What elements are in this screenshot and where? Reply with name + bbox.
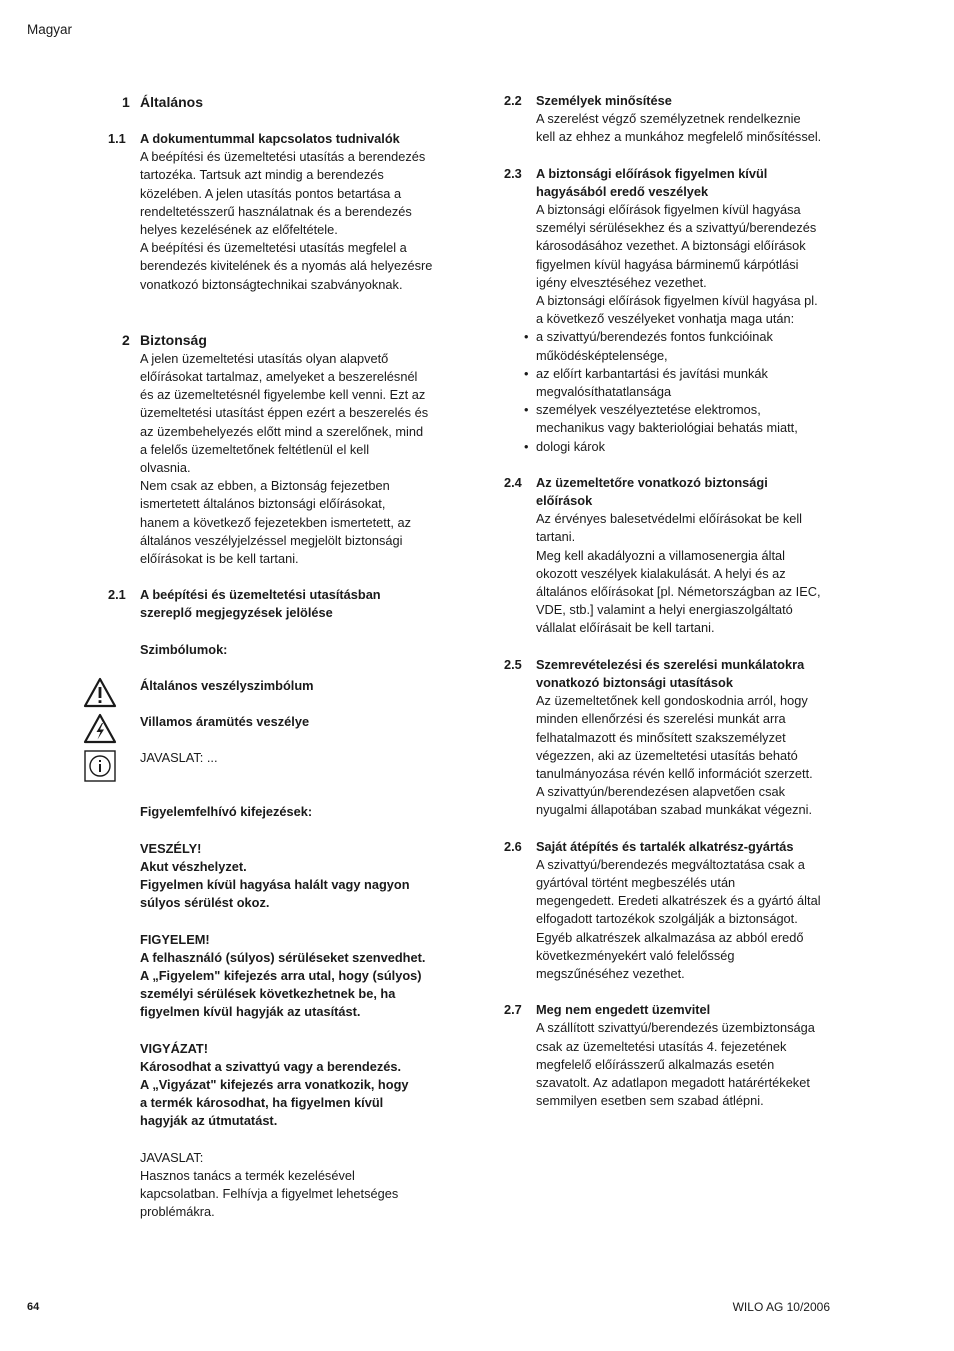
- text-line: üzemeltetési utasítást éppen ezért a beszerelés és: [140, 405, 429, 421]
- section-title: A biztonsági előírások figyelmen kívül: [536, 165, 768, 181]
- section-2-3: [504, 165, 840, 456]
- section-title: hagyásából eredő veszélyek: [536, 183, 709, 199]
- text-line: A jelen üzemeltetési utasítás olyan alapvető: [140, 350, 389, 366]
- text-line: VIGYÁZAT!: [140, 1040, 209, 1056]
- electric-hazard-icon: [83, 712, 117, 746]
- text-line: előírásokat tartalmaz, amelyeket a beszerelésnél: [140, 369, 418, 385]
- warning-triangle-icon: [83, 676, 117, 710]
- text-line: súlyos sérülést okoz.: [140, 895, 270, 911]
- section-title: Szemrevételezési és szerelési munkálatokra: [536, 656, 805, 672]
- text-line: következményekért való felelősség: [536, 947, 735, 963]
- text-line: a következő veszélyeket vonhatja maga után:: [536, 311, 795, 327]
- text-line: kell az ehhez a munkához megfelelő minősítéssel.: [536, 129, 822, 145]
- section-text: [140, 148, 448, 294]
- text-line: A szivattyú/berendezés megváltoztatása csak a: [536, 856, 805, 872]
- text-line: elfogadott tartozékok szolgálják a biztonságot.: [536, 911, 798, 927]
- text-line: szavatolt. Az adatlapon megadott határértékeket: [536, 1074, 810, 1090]
- section-number: 2: [122, 331, 130, 348]
- section-2-6: [504, 838, 840, 984]
- section-number: 2.5: [504, 656, 522, 672]
- section-2-7: [504, 1001, 840, 1110]
- danger-block: [140, 840, 448, 913]
- text-line: a termék károsodhat, ha figyelmen kívül: [140, 1095, 384, 1111]
- section-2-5: [504, 656, 840, 820]
- list-item: • személyek veszélyeztetése elektromos, mechanikus vagy bakteriológiai behatás miatt,: [536, 401, 840, 437]
- text-line: Akut vészhelyzet.: [140, 858, 247, 874]
- section-title: Meg nem engedett üzemvitel: [536, 1002, 711, 1018]
- list-item: • az előírt karbantartási és javítási munkák megvalósíthatatlansága: [536, 365, 840, 401]
- text-line: Károsodhat a szivattyú vagy a berendezés.: [140, 1058, 402, 1074]
- text-line: megszűnéséhez vezethet.: [536, 965, 685, 981]
- text-line: Az érvényes balesetvédelmi előírásokat be kell: [536, 511, 803, 527]
- section-title: Az üzemeltetőre vonatkozó biztonsági: [536, 474, 768, 490]
- text-line: A „Vigyázat" kifejezés arra vonatkozik, hogy: [140, 1076, 409, 1092]
- section-title: Saját átépítés és tartalék alkatrész-gyártás: [536, 838, 794, 854]
- text-line: A „Figyelem" kifejezés arra utal, hogy (súlyos): [140, 967, 422, 983]
- text-line: A biztonsági előírások figyelmen kívül hagyása: [536, 202, 801, 218]
- section-1: [108, 92, 448, 112]
- right-column: [504, 92, 840, 1110]
- text-line: hagyják az útmutatást.: [140, 1113, 278, 1129]
- language-label: Magyar: [27, 22, 73, 37]
- section-number: 2.1: [108, 587, 126, 603]
- text-line: megengedett. Eredeti alkatrészek és a gyártó által: [536, 893, 821, 909]
- hazard-list: [536, 328, 840, 455]
- text-line: FIGYELEM!: [140, 931, 210, 947]
- text-line: olvasnia.: [140, 460, 191, 476]
- section-title: A beépítési és üzemeltetési utasításban: [140, 587, 381, 603]
- caution-block: [140, 1040, 448, 1131]
- note-block: [140, 1149, 448, 1222]
- text-line: rendeltetésszerű használatnak és a berendezés: [140, 203, 412, 219]
- text-line: Figyelmen kívül hagyása halált vagy nagyon: [140, 877, 410, 893]
- section-title: A dokumentummal kapcsolatos tudnivalók: [140, 131, 400, 146]
- text-line: az üzembehelyezés előtt mind a szerelőnek, mind: [140, 423, 424, 439]
- text-line: A szivattyún/berendezésen alapvetően csak: [536, 784, 785, 800]
- text-line: Egyéb alkatrészek alkalmazása az abból eredő: [536, 929, 804, 945]
- symbol-note-label: JAVASLAT: ...: [140, 750, 218, 766]
- section-2-2: [504, 92, 840, 147]
- section-number: 1.1: [108, 131, 126, 146]
- text-line: A szállított szivattyú/berendezés üzembiztonsága: [536, 1020, 815, 1036]
- text-line: JAVASLAT:: [140, 1149, 204, 1165]
- section-title: Biztonság: [140, 331, 207, 348]
- signal-words-label: Figyelemfelhívó kifejezések:: [140, 804, 313, 820]
- text-line: csak az üzemeltetési utasítás 4. fejezetének: [536, 1038, 787, 1054]
- list-item: • a szivattyú/berendezés fontos funkcióinak működésképtelensége,: [536, 328, 840, 364]
- warning-block: [140, 931, 448, 1022]
- section-1-1: [108, 130, 448, 294]
- text-line: A beépítési és üzemeltetési utasítás megfelel a: [140, 240, 407, 256]
- text-line: általános veszélyjelzéssel megjelölt biztonsági: [140, 532, 403, 548]
- text-line: közelében. A jelen utasítás pontos betartása a: [140, 185, 402, 201]
- text-line: A beépítési és üzemeltetési utasítás a berendezés: [140, 149, 426, 165]
- section-title: Általános: [140, 94, 204, 110]
- text-line: személyi sérülésekhez és a szivattyú/berendezés: [536, 220, 817, 236]
- section-number: 1: [122, 94, 130, 110]
- text-line: igény elvesztéséhez vezethet.: [536, 274, 707, 290]
- text-line: vonatkozó biztonságtechnikai szabványoknak.: [140, 276, 403, 292]
- section-title: vonatkozó biztonsági utasítások: [536, 674, 733, 690]
- text-line: gyártóval történt megbeszélés után: [536, 874, 736, 890]
- text-line: A felhasználó (súlyos) sérüléseket szenvedhet.: [140, 949, 426, 965]
- text-line: helyes kezelésének az előfeltétele.: [140, 222, 338, 238]
- text-line: végezzen, aki az üzemeltetési utasítás beható: [536, 747, 798, 763]
- text-line: tartani.: [536, 529, 576, 545]
- text-line: A biztonsági előírások figyelmen kívül hagyása pl.: [536, 293, 818, 309]
- section-text: [140, 350, 448, 568]
- text-line: kapcsolatban. Felhívja a figyelmet lehetséges: [140, 1185, 399, 1201]
- symbols-label: Szimbólumok:: [140, 641, 228, 657]
- text-line: okozott veszélyek kialakulását. A helyi és az: [536, 565, 786, 581]
- section-number: 2.4: [504, 474, 522, 490]
- text-line: felhatalmazott és minősített szakszemélyzet: [536, 729, 786, 745]
- text-line: személyi sérülések következhetnek be, ha: [140, 986, 396, 1002]
- text-line: tartozéka. Tartsuk azt mindig a berendezés: [140, 167, 384, 183]
- section-number: 2.6: [504, 838, 522, 854]
- text-line: tanulmányozása révén kellő információt szerzett.: [536, 765, 813, 781]
- section-number: 2.3: [504, 165, 522, 181]
- symbol-electric-label: Villamos áramütés veszélye: [140, 714, 310, 730]
- text-line: előírásokat is be kell tartani.: [140, 551, 299, 567]
- section-title: Személyek minősítése: [536, 93, 672, 108]
- text-line: nyugalmi állapotában szabad munkákat végezni.: [536, 802, 813, 818]
- text-line: VESZÉLY!: [140, 840, 202, 856]
- section-2-1: [108, 586, 448, 1221]
- text-line: berendezés kivitelének és a nyomás alá helyezésre: [140, 258, 433, 274]
- text-line: károsodásához vezethet. A biztonsági előírások: [536, 238, 806, 254]
- text-line: Hasznos tanács a termék kezelésével: [140, 1167, 355, 1183]
- text-line: figyelmen kívül hagyása bárminemű kárpótlási: [536, 256, 799, 272]
- text-line: A szerelést végző személyzetnek rendelkeznie: [536, 111, 801, 127]
- text-line: vállalat előírásait be kell tartani.: [536, 620, 715, 636]
- left-column: [108, 92, 448, 1221]
- symbol-general-label: Általános veszélyszimbólum: [140, 677, 314, 693]
- section-2: [108, 330, 448, 568]
- list-item: • dologi károk: [536, 438, 840, 456]
- section-title: előírások: [536, 493, 593, 509]
- text-line: minden ellenőrzési és szerelési munkát arra: [536, 711, 786, 727]
- section-number: 2.2: [504, 93, 522, 108]
- text-line: hanem a következő fejezetekben ismertetett, az: [140, 514, 412, 530]
- text-line: Meg kell akadályozni a villamosenergia által: [536, 547, 785, 563]
- text-line: Az üzemeltetőnek kell gondoskodnia arról, hogy: [536, 693, 808, 709]
- text-line: figyelmen kívül hagyják az utasítást.: [140, 1004, 361, 1020]
- text-line: ismertetett általános biztonsági előírásokat,: [140, 496, 386, 512]
- text-line: problémákra.: [140, 1204, 215, 1220]
- text-line: VDE, stb.] valamint a helyi energiaszolgáltató: [536, 602, 793, 618]
- text-line: megfelelő előírásszerű alkalmazás esetén: [536, 1056, 775, 1072]
- section-number: 2.7: [504, 1002, 522, 1018]
- text-line: a felelős üzemeltetőnek feltétlenül el kell: [140, 441, 370, 457]
- text-line: általános előírásokat [pl. Németországban az IEC,: [536, 584, 821, 600]
- page-number: 64: [27, 1301, 40, 1313]
- text-line: semmilyen esetben sem szabad átlépni.: [536, 1093, 764, 1109]
- section-title: szereplő megjegyzések jelölése: [140, 605, 333, 621]
- text-line: Nem csak az ebben, a Biztonság fejezetben: [140, 478, 390, 494]
- info-icon: [84, 750, 116, 782]
- text-line: és az üzemeltetésnél figyelembe kell venni. Ezt az: [140, 387, 426, 403]
- footer-company: WILO AG 10/2006: [732, 1300, 830, 1314]
- section-2-4: [504, 474, 840, 638]
